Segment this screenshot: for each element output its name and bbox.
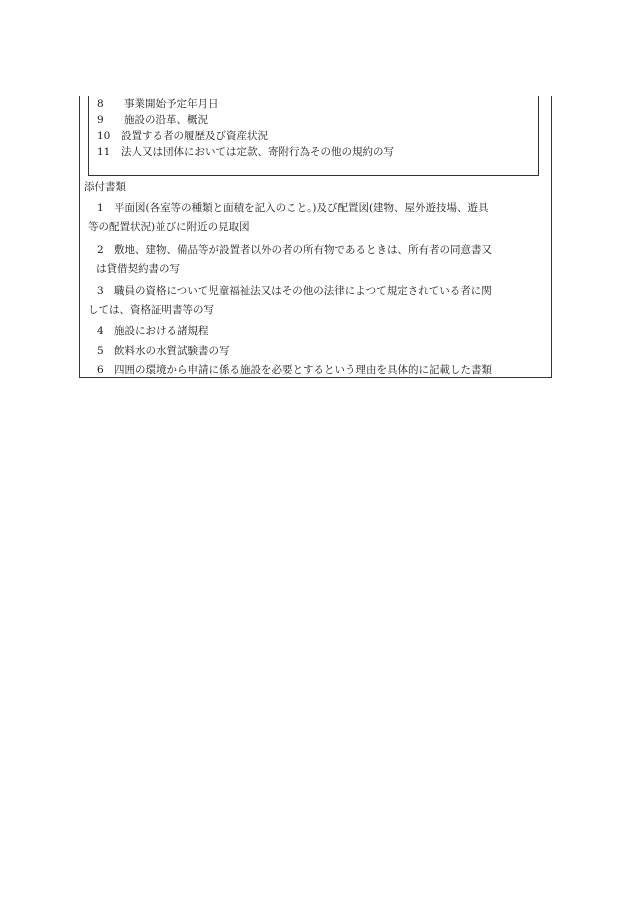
item-text: 設置する者の履歴及び資産状況 [121, 130, 268, 142]
attachment-text-continued: 等の配置状況)並びに附近の見取図 [88, 221, 250, 233]
item-number: 9 [97, 114, 104, 126]
item-number: 11 [97, 146, 111, 158]
attachment-text: 敷地、建物、備品等が設置者以外の者の所有物であるときは、所有者の同意書又 [114, 244, 492, 256]
attachment-text: 四囲の環境から申請に係る施設を必要とするという理由を具体的に記載した書類 [114, 364, 492, 376]
list-item [97, 113, 537, 127]
item-text: 事業開始予定年月日 [124, 98, 219, 110]
list-item [97, 97, 537, 111]
attachment-number: 2 [97, 244, 104, 256]
item-text: 施設の沿革、概況 [124, 114, 208, 126]
attachment-number: 6 [97, 364, 104, 376]
attachment-number: 5 [97, 345, 104, 357]
list-item [97, 129, 537, 143]
attachment-text: 平面図(各室等の種類と面積を記入のこと。)及び配置図(建物、屋外遊技場、遊具 [114, 202, 489, 214]
attachment-number: 4 [97, 325, 104, 337]
attachment-text: 職員の資格について児童福祉法又はその他の法律によつて規定されている者に関 [114, 285, 492, 297]
attachment-text: 施設における諸規程 [114, 325, 209, 337]
attachment-text: 飲料水の水質試験書の写 [114, 345, 230, 357]
item-number: 10 [97, 130, 111, 142]
attachment-number: 1 [97, 202, 104, 214]
list-item [97, 145, 537, 159]
attachments-heading: 添付書類 [84, 181, 126, 193]
attachment-text-continued: は貸借契約書の写 [96, 263, 180, 275]
attachment-text-continued: しては、資格証明書等の写 [88, 304, 214, 316]
item-number: 8 [97, 98, 104, 110]
item-text: 法人又は団体においては定款、寄附行為その他の規約の写 [121, 146, 394, 158]
attachment-number: 3 [97, 285, 104, 297]
